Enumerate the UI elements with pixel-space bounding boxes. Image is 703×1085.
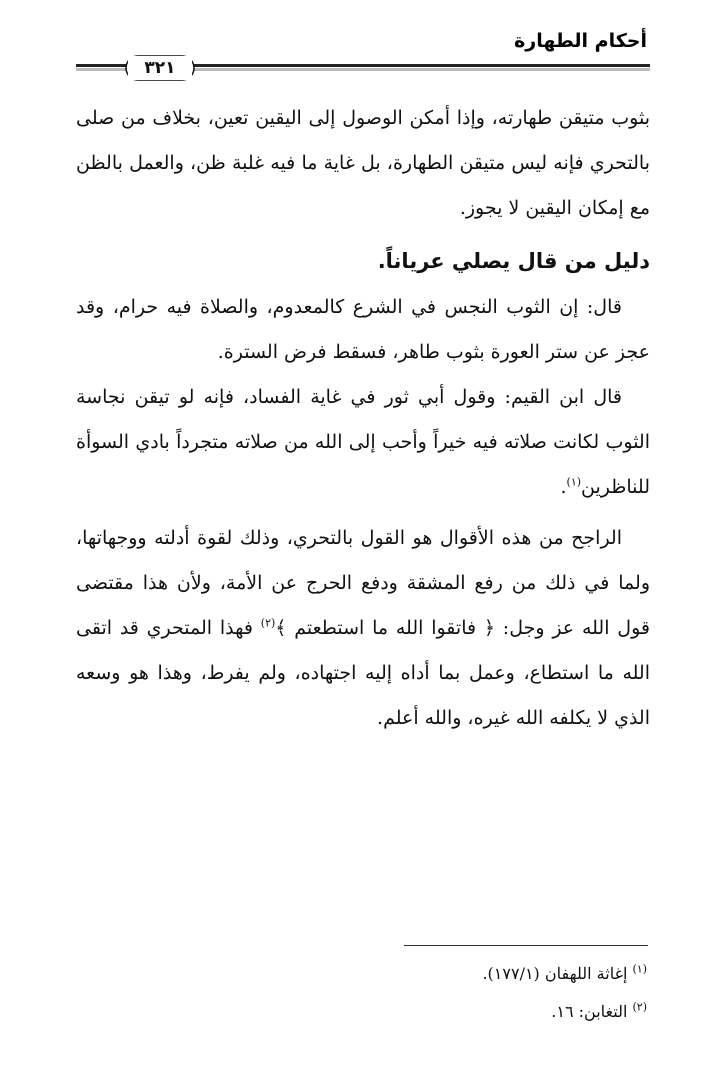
paragraph-2: قال: إن الثوب النجس في الشرع كالمعدوم، والصلاة فيه حرام، وقد عجز عن ستر العورة بثوب طاهر، فسقط فرض السترة. bbox=[76, 296, 650, 363]
footnote-2-number: (٢) bbox=[632, 1000, 647, 1014]
footnote-1-text: إغاثة اللهفان (١٧٧/١). bbox=[482, 964, 633, 983]
paragraph-3-text: قال ابن القيم: وقول أبي ثور في غاية الفساد، فإنه لو تيقن نجاسة الثوب لكانت صلاته فيه خيراً وأحب إلى الله من صلاته متجرداً بادي السوأة للناظرين bbox=[76, 386, 650, 498]
footnote-ref-1: (١) bbox=[566, 475, 582, 489]
footnote-1 bbox=[347, 955, 647, 993]
page-number: ٣٢١ bbox=[128, 56, 192, 80]
footnote-2-text: التغابن: ١٦. bbox=[551, 1002, 633, 1021]
running-header-title: أحكام الطهارة bbox=[514, 30, 647, 52]
paragraph-3-end: . bbox=[560, 476, 567, 498]
paragraph-4 bbox=[76, 516, 650, 741]
paragraph-4-text-b: فهذا المتحري قد اتقى الله ما استطاع، وعمل بما أداه إليه اجتهاده، ولم يفرط، وهذا هو وسعه الذي لا يكلفه الله غيره، والله أعلم. bbox=[76, 617, 650, 729]
footnote-separator bbox=[404, 945, 648, 946]
footnote-2 bbox=[347, 993, 647, 1031]
footnote-1-number: (١) bbox=[632, 962, 647, 976]
paragraph-3 bbox=[76, 375, 650, 510]
footnotes bbox=[347, 955, 647, 1031]
paragraph-4-text-a: الراجح من هذه الأقوال هو القول بالتحري، وذلك لقوة أدلته ووجهاتها، ولما في ذلك من رفع المشقة ودفع الحرج عن الأمة، ولأن هذا مقتضى قول الله عز وجل: ﴿ فاتقوا الله ما استطعتم ﴾ bbox=[76, 527, 650, 639]
paragraph-1: بثوب متيقن طهارته، وإذا أمكن الوصول إلى اليقين تعين، بخلاف من صلى بالتحري فإنه ليس متيقن الطهارة، بل غاية ما فيه غلبة ظن، والعمل بالظن مع إمكان اليقين لا يجوز. bbox=[76, 107, 650, 219]
section-heading: دليل من قال يصلي عرياناً. bbox=[377, 249, 650, 273]
page-body bbox=[76, 96, 650, 741]
footnote-ref-2: (٢) bbox=[260, 616, 276, 630]
